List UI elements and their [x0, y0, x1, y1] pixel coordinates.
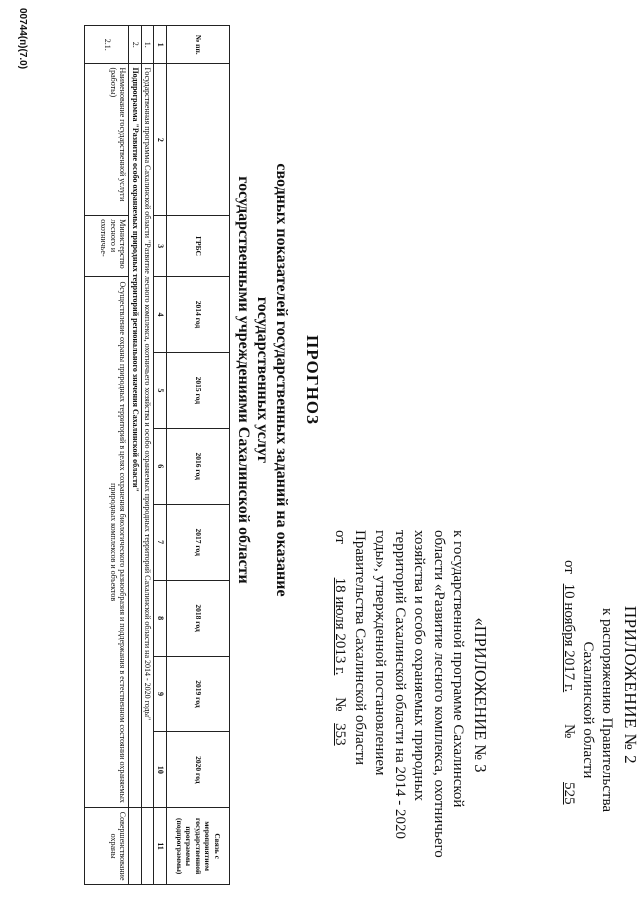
col-number: 9 — [154, 656, 167, 732]
col-header: ГРБС — [167, 216, 230, 277]
service-description-cell: Осуществление охраны природных территорий в целях сохранения биологического разнообразия и поддержания в естественном состоянии охраняемых природных комплексов и объектов — [85, 276, 129, 807]
forecast-subtitle-2: государственными учреждениями Сахалинской области — [235, 176, 252, 584]
col-header: Связь с мероприятием государственной программы (подпрограммы) — [167, 808, 230, 885]
service-name-cell: Наименование государственной услуги (работы) — [85, 64, 129, 216]
appendix2-line2: Сахалинской области — [580, 641, 596, 779]
table-number-row — [154, 26, 167, 885]
col-number: 6 — [154, 428, 167, 504]
row-number: 2. — [129, 26, 142, 64]
appendix2-line1: к распоряжению Правительства — [599, 607, 615, 812]
col-number: 3 — [154, 216, 167, 277]
appendix2-number: 525 — [561, 782, 577, 805]
col-header — [167, 64, 230, 216]
col-number: 10 — [154, 732, 167, 808]
row-number: 1. — [142, 26, 155, 64]
footer-code: 00744(п)(7.0) — [17, 8, 28, 70]
col-header: 2019 год — [167, 656, 230, 732]
col-header: 2017 год — [167, 504, 230, 580]
appendix3-ref — [329, 530, 349, 860]
appendix2-ref — [559, 560, 578, 870]
appendix3-from-label: от — [331, 530, 348, 544]
program-link-cell: Совершенствование охраны — [85, 808, 129, 885]
empty-cell — [129, 808, 142, 885]
col-header: 2014 год — [167, 276, 230, 352]
appendix3-number: 353 — [331, 723, 348, 746]
appendix2-from-label: от — [561, 560, 577, 574]
appendix3-no-label: № — [331, 697, 348, 712]
table-row — [85, 26, 129, 885]
appendix2-date: 10 ноября 2017 г. — [561, 583, 577, 693]
col-number: 7 — [154, 504, 167, 580]
table-row — [142, 26, 155, 885]
empty-cell — [142, 808, 155, 885]
appendix3-date: 18 июля 2013 г. — [331, 577, 348, 676]
appendix3-block — [329, 530, 490, 860]
col-number: 4 — [154, 276, 167, 352]
col-header: 2018 год — [167, 580, 230, 656]
col-number: 5 — [154, 352, 167, 428]
col-header: № пп. — [167, 26, 230, 64]
appendix2-title: ПРИЛОЖЕНИЕ № 2 — [621, 605, 640, 765]
col-number: 1 — [154, 26, 167, 64]
forecast-table — [85, 25, 231, 885]
program-title-cell: Государственная программа Сахалинской области "Развитие лесного комплекса, охотничьего хозяйства и особо охраняемых природных территорий Сахалинской области на 2014 - 2020 годы" — [142, 64, 155, 808]
appendix3-title: «ПРИЛОЖЕНИЕ № 3 — [471, 617, 490, 773]
col-number: 11 — [154, 808, 167, 885]
col-number: 8 — [154, 580, 167, 656]
forecast-subtitle-1: сводных показателей государственных заданий на оказание государственных услуг — [254, 163, 290, 597]
col-number: 2 — [154, 64, 167, 216]
col-header: 2016 год — [167, 428, 230, 504]
table-header-row — [167, 26, 230, 885]
table-row — [129, 26, 142, 885]
col-header: 2015 год — [167, 352, 230, 428]
forecast-heading — [234, 100, 322, 660]
forecast-title: ПРОГНОЗ — [303, 335, 322, 425]
appendix3-body: к государственной программе Сахалинской области «Развитие лесного комплекса, охотничьего хозяйства и особо охраняемых природных территорий Сахалинской области на 2014 - 2020 годы», утвержденной постановлением Правительства Сахалинской области — [352, 530, 467, 858]
appendix2-no-label: № — [561, 724, 577, 739]
subprogram-title-cell: Подпрограмма "Развитие особо охраняемых природных территорий регионального значения Сахалинской области" — [129, 64, 142, 808]
col-header: 2020 год — [167, 732, 230, 808]
row-number: 2.1. — [85, 26, 129, 64]
grbs-cell: Министерство лесного и охотничье- — [85, 216, 129, 277]
